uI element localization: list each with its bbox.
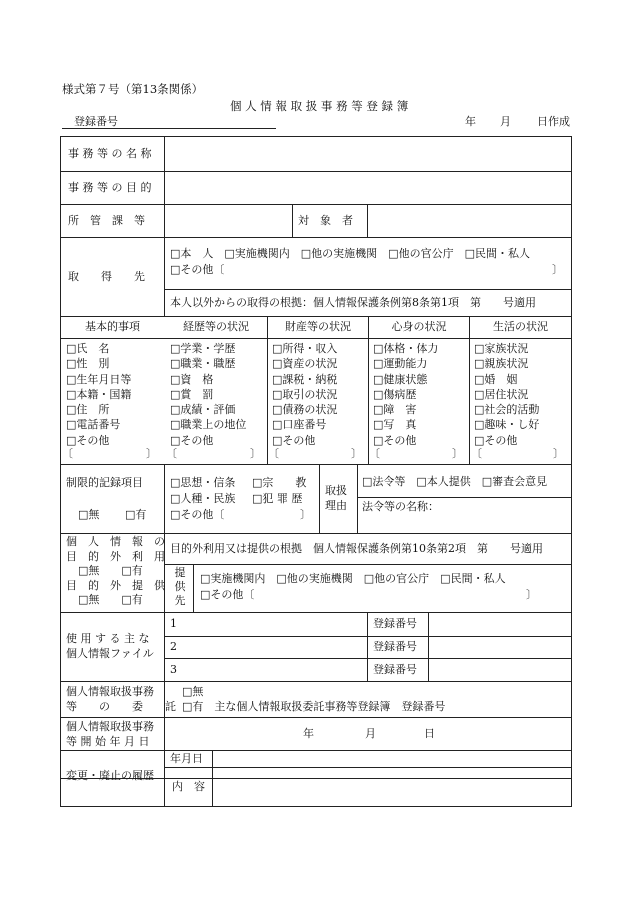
category-list-life xyxy=(474,341,539,448)
checkbox-item[interactable]: □成績・評価 xyxy=(170,403,236,417)
checkbox-item[interactable]: □資産の状況 xyxy=(272,357,338,371)
start-date-day: 日 xyxy=(424,727,435,740)
other-bracket-open: 〔 xyxy=(369,447,380,460)
checkbox-item[interactable]: □障 害 xyxy=(373,403,417,417)
checkbox-item[interactable]: □学業・学歴 xyxy=(170,342,236,355)
checkbox-item[interactable]: □健康状態 xyxy=(373,372,428,386)
category-list-health xyxy=(373,341,438,448)
label-shokan: 所 管 課 等 xyxy=(68,214,145,227)
other-bracket-close: 〕 xyxy=(250,447,261,460)
file-reg-label: 登録番号 xyxy=(373,663,417,676)
restricted-opt-religion[interactable]: □宗 教 xyxy=(252,476,307,489)
provide-to-other-open[interactable]: □その他〔 xyxy=(200,588,255,601)
law-name-label: 法令等の名称： xyxy=(362,500,439,513)
checkbox-item[interactable]: □その他 xyxy=(272,433,316,447)
restricted-opt-other-close: 〕 xyxy=(300,508,311,521)
checkbox-item[interactable]: □婚 姻 xyxy=(474,372,518,386)
checkbox-item[interactable]: □居住状況 xyxy=(474,387,529,401)
checkbox-item[interactable]: □その他 xyxy=(373,433,417,447)
category-header-health: 心身の状況 xyxy=(391,320,447,333)
file-row-number: 2 xyxy=(170,640,177,653)
provide-to-other-close: 〕 xyxy=(526,588,537,601)
checkbox-item[interactable]: □体格・体力 xyxy=(373,342,439,355)
external-use-checkboxes[interactable]: □無 □有 xyxy=(78,564,143,577)
other-bracket-open: 〔 xyxy=(471,447,482,460)
restricted-opt-crime[interactable]: □犯 罪 歴 xyxy=(252,492,303,505)
reason-label-2: 理由 xyxy=(325,499,347,512)
checkbox-item[interactable]: □電話番号 xyxy=(66,418,121,432)
registration-number-label: 登録番号 xyxy=(74,115,118,128)
file-row-number: 1 xyxy=(170,617,177,630)
category-header-life: 生活の状況 xyxy=(493,320,548,333)
provide-to-options[interactable]: □実施機関内 □他の実施機関 □他の官公庁 □民間・私人 xyxy=(200,572,506,585)
external-use-label: 個 人 情 報 の 目 的 外 利 用 □無 □有 目 的 外 提 供 □無 □有 xyxy=(66,535,165,606)
other-bracket-close: 〕 xyxy=(553,447,564,460)
category-header-basic: 基本的事項 xyxy=(85,320,140,333)
checkbox-item[interactable]: □生年月日等 xyxy=(66,372,132,386)
form-title: 個 人 情 報 取 扱 事 務 等 登 録 簿 xyxy=(230,99,409,113)
restricted-label: 制限的記録項目 xyxy=(66,476,143,489)
acquisition-basis: 本人以外からの取得の根拠：個人情報保護条例第8条第1項 第 号適用 xyxy=(170,296,536,309)
restricted-opt-thought[interactable]: □思想・信条 xyxy=(170,476,236,489)
checkbox-item[interactable]: □その他 xyxy=(170,433,214,447)
consign-label-2: 等 の 委 託 xyxy=(66,700,176,713)
restricted-opt-race[interactable]: □人種・民族 xyxy=(170,492,236,505)
category-list-assets xyxy=(272,341,337,448)
other-bracket-close: 〕 xyxy=(351,447,362,460)
date-month-label: 月 xyxy=(500,115,511,128)
checkbox-item[interactable]: □写 真 xyxy=(373,418,417,432)
checkbox-item[interactable]: □取引の状況 xyxy=(272,387,338,401)
start-date-label-1: 個人情報取扱事務 xyxy=(66,720,154,733)
other-bracket-open: 〔 xyxy=(268,447,279,460)
registration-number-underline xyxy=(62,128,276,129)
other-bracket-close: 〕 xyxy=(452,447,463,460)
acquisition-options-line1[interactable]: □本 人 □実施機関内 □他の実施機関 □他の官公庁 □民間・私人 xyxy=(170,247,530,260)
checkbox-item[interactable]: □職業・職歴 xyxy=(170,357,236,371)
checkbox-item[interactable]: □本籍・国籍 xyxy=(66,387,132,401)
date-made-label: 日作成 xyxy=(537,115,570,128)
checkbox-item[interactable]: □住 所 xyxy=(66,403,110,417)
history-label: 変更・廃止の履歴 xyxy=(66,769,154,782)
checkbox-item[interactable]: □資 格 xyxy=(170,372,214,386)
other-bracket-close: 〕 xyxy=(146,447,157,460)
consign-yes-checkbox[interactable]: □有 主な個人情報取扱委託事務等登録簿 登録番号 xyxy=(182,700,446,713)
history-content-label: 内 容 xyxy=(172,780,205,793)
file-reg-label: 登録番号 xyxy=(373,617,417,630)
checkbox-item[interactable]: □口座番号 xyxy=(272,418,327,432)
acquisition-other-open[interactable]: □その他〔 xyxy=(170,263,225,276)
start-date-label-2: 等 開 始 年 月 日 xyxy=(66,735,150,748)
category-header-assets: 財産等の状況 xyxy=(285,320,351,333)
external-provide-checkboxes[interactable]: □無 □有 xyxy=(78,593,143,606)
checkbox-item[interactable]: □所得・収入 xyxy=(272,342,338,355)
reason-label-1: 取扱 xyxy=(325,484,347,497)
label-jimu-name: 事 務 等 の 名 称 xyxy=(68,147,152,160)
checkbox-item[interactable]: □その他 xyxy=(66,433,110,447)
consign-no-checkbox[interactable]: □無 xyxy=(182,685,204,698)
checkbox-item[interactable]: □課税・納税 xyxy=(272,372,338,386)
other-bracket-open: 〔 xyxy=(166,447,177,460)
checkbox-item[interactable]: □職業上の地位 xyxy=(170,418,247,432)
label-shutoku: 取 得 先 xyxy=(68,270,145,283)
other-bracket-open: 〔 xyxy=(62,447,73,460)
category-header-career: 経歴等の状況 xyxy=(183,320,249,333)
form-number: 様式第７号（第13条関係） xyxy=(62,82,204,96)
checkbox-item[interactable]: □賞 罰 xyxy=(170,387,214,401)
date-year-label: 年 xyxy=(465,115,476,128)
checkbox-item[interactable]: □運動能力 xyxy=(373,357,428,371)
checkbox-item[interactable]: □社会的活動 xyxy=(474,403,540,417)
consign-label-1: 個人情報取扱事務 xyxy=(66,685,154,698)
start-date-year: 年 xyxy=(303,727,314,740)
history-date-label: 年月日 xyxy=(170,752,203,765)
acquisition-other-close: 〕 xyxy=(552,263,563,276)
checkbox-item[interactable]: □性 別 xyxy=(66,357,110,371)
checkbox-item[interactable]: □家族状況 xyxy=(474,342,529,355)
checkbox-item[interactable]: □親族状況 xyxy=(474,357,529,371)
checkbox-item[interactable]: □その他 xyxy=(474,433,518,447)
label-taisho: 対 象 者 xyxy=(298,214,353,227)
file-reg-label: 登録番号 xyxy=(373,640,417,653)
files-label-1: 使 用 す る 主 な xyxy=(66,632,150,645)
files-label-2: 個人情報ファイル xyxy=(66,647,154,660)
checkbox-item[interactable]: □債務の状況 xyxy=(272,403,338,417)
restricted-opt-other[interactable]: □その他〔 xyxy=(170,508,225,521)
restricted-yes-checkbox[interactable]: □有 xyxy=(125,508,147,521)
checkbox-item[interactable]: □傷病歴 xyxy=(373,387,417,401)
restricted-no-checkbox[interactable]: □無 xyxy=(78,508,100,521)
external-use-basis: 目的外利用又は提供の根拠 個人情報保護条例第10条第2項 第 号適用 xyxy=(170,542,543,555)
start-date-month: 月 xyxy=(365,727,376,740)
checkbox-item[interactable]: □趣味・し好 xyxy=(474,418,540,432)
provide-to-label: 提 供 先 xyxy=(174,566,186,607)
category-list-career xyxy=(170,341,246,448)
label-jimu-purpose: 事 務 等 の 目 的 xyxy=(68,181,152,194)
file-row-number: 3 xyxy=(170,663,177,676)
category-list-basic xyxy=(66,341,131,448)
reason-options[interactable]: □法令等 □本人提供 □審査会意見 xyxy=(362,475,548,488)
checkbox-item[interactable]: □氏 名 xyxy=(66,342,110,355)
